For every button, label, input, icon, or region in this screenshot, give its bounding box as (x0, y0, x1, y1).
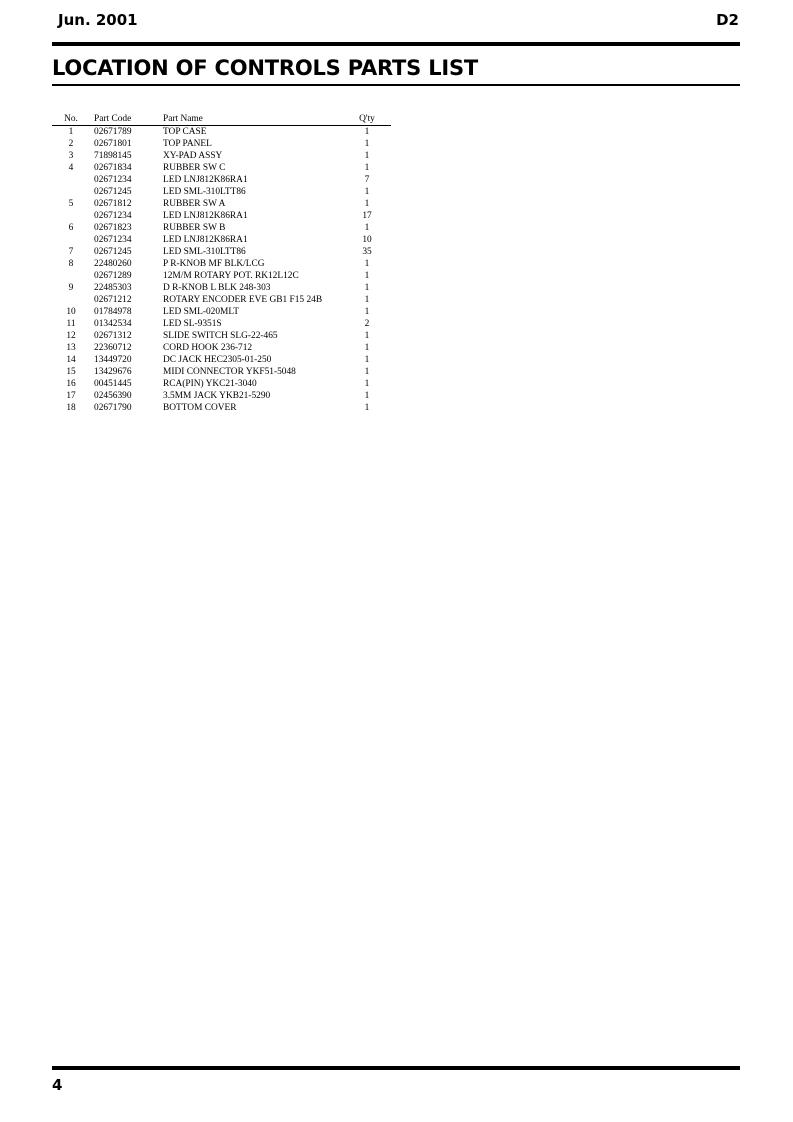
cell-qty: 1 (364, 295, 370, 305)
cell-qty: 1 (364, 127, 370, 137)
cell-no: 15 (66, 367, 76, 377)
cell-no: 10 (66, 307, 76, 317)
cell-part-name: SLIDE SWITCH SLG-22-465 (163, 331, 278, 341)
cell-part-name: DC JACK HEC2305-01-250 (163, 355, 272, 365)
cell-no: 5 (68, 199, 74, 209)
cell-part-code: 71898145 (94, 151, 132, 161)
cell-no: 13 (66, 343, 76, 353)
cell-qty: 1 (364, 331, 370, 341)
cell-part-name: CORD HOOK 236-712 (163, 343, 253, 353)
cell-no (52, 210, 94, 222)
cell-qty: 1 (364, 355, 370, 365)
cell-qty: 2 (364, 319, 370, 329)
table-row (52, 390, 391, 402)
cell-part-code: 13429676 (94, 367, 132, 377)
column-header-part-name: Part Name (163, 113, 343, 126)
cell-part-name: RUBBER SW B (163, 223, 226, 233)
cell-no: 18 (66, 403, 76, 413)
cell-part-code: 02671823 (94, 223, 132, 233)
table-row (52, 342, 391, 354)
column-header-qty: Q'ty (343, 113, 391, 126)
header-model: D2 (716, 11, 739, 29)
cell-qty: 1 (364, 403, 370, 413)
cell-qty: 1 (364, 271, 370, 281)
table-row (52, 186, 391, 198)
cell-qty: 1 (364, 367, 370, 377)
cell-qty: 1 (364, 163, 370, 173)
cell-no (52, 294, 94, 306)
header-divider (52, 42, 740, 46)
cell-part-code: 02671834 (94, 163, 132, 173)
cell-qty: 17 (362, 211, 372, 221)
table-row (52, 198, 391, 210)
column-header-part-code: Part Code (94, 113, 163, 126)
cell-no: 1 (68, 127, 74, 137)
cell-part-code: 22480260 (94, 259, 132, 269)
cell-part-name: XY-PAD ASSY (163, 151, 223, 161)
cell-qty: 35 (362, 247, 372, 257)
page-number: 4 (52, 1076, 63, 1094)
cell-part-name: TOP CASE (163, 127, 207, 137)
cell-part-name: LED LNJ812K86RA1 (163, 175, 248, 185)
cell-part-name: LED SL-9351S (163, 319, 222, 329)
cell-qty: 1 (364, 259, 370, 269)
cell-part-name: BOTTOM COVER (163, 403, 237, 413)
table-row (52, 354, 391, 366)
cell-no (52, 234, 94, 246)
cell-part-name: 12M/M ROTARY POT. RK12L12C (163, 271, 299, 281)
cell-part-code: 02671234 (94, 211, 132, 221)
cell-qty: 1 (364, 391, 370, 401)
cell-no: 11 (66, 319, 76, 329)
cell-no: 2 (68, 139, 74, 149)
cell-part-code: 02671789 (94, 127, 132, 137)
table-row (52, 210, 391, 222)
table-row (52, 222, 391, 234)
cell-no: 8 (68, 259, 74, 269)
table-row (52, 378, 391, 390)
table-row (52, 330, 391, 342)
cell-part-name: LED SML-020MLT (163, 307, 239, 317)
table-row (52, 306, 391, 318)
cell-part-name: LED LNJ812K86RA1 (163, 235, 248, 245)
cell-part-code: 02671245 (94, 187, 132, 197)
cell-part-code: 13449720 (94, 355, 132, 365)
cell-no (52, 270, 94, 282)
title-underline (52, 84, 740, 86)
cell-no: 4 (68, 163, 74, 173)
footer-divider (52, 1066, 740, 1070)
cell-part-code: 02456390 (94, 391, 132, 401)
cell-part-name: LED LNJ812K86RA1 (163, 211, 248, 221)
table-row (52, 138, 391, 150)
cell-part-name: ROTARY ENCODER EVE GB1 F15 24B (163, 295, 323, 305)
cell-qty: 10 (362, 235, 372, 245)
cell-qty: 1 (364, 283, 370, 293)
table-row (52, 366, 391, 378)
cell-no (52, 174, 94, 186)
cell-part-code: 02671234 (94, 175, 132, 185)
cell-part-code: 01784978 (94, 307, 132, 317)
table-row (52, 402, 391, 414)
table-row (52, 126, 391, 139)
cell-no: 12 (66, 331, 76, 341)
cell-part-code: 00451445 (94, 379, 132, 389)
table-row (52, 282, 391, 294)
cell-no (52, 186, 94, 198)
cell-qty: 1 (364, 139, 370, 149)
cell-part-code: 02671312 (94, 331, 132, 341)
cell-part-name: LED SML-310LTT86 (163, 247, 246, 257)
cell-no: 16 (66, 379, 76, 389)
cell-no: 6 (68, 223, 74, 233)
parts-table-body (52, 126, 391, 415)
table-row (52, 258, 391, 270)
cell-qty: 7 (364, 175, 370, 185)
cell-no: 14 (66, 355, 76, 365)
table-row (52, 270, 391, 282)
cell-part-code: 02671790 (94, 403, 132, 413)
cell-qty: 1 (364, 379, 370, 389)
cell-part-name: RUBBER SW A (163, 199, 226, 209)
cell-part-code: 02671289 (94, 271, 132, 281)
table-row (52, 234, 391, 246)
cell-part-name: D R-KNOB L BLK 248-303 (163, 283, 271, 293)
table-row (52, 174, 391, 186)
table-row (52, 162, 391, 174)
cell-part-name: RUBBER SW C (163, 163, 226, 173)
cell-part-code: 02671212 (94, 295, 132, 305)
cell-part-name: RCA(PIN) YKC21-3040 (163, 379, 257, 389)
cell-part-name: LED SML-310LTT86 (163, 187, 246, 197)
cell-qty: 1 (364, 223, 370, 233)
cell-no: 7 (68, 247, 74, 257)
cell-part-name: MIDI CONNECTOR YKF51-5048 (163, 367, 296, 377)
header-date: Jun. 2001 (58, 11, 138, 29)
cell-qty: 1 (364, 343, 370, 353)
cell-part-name: P R-KNOB MF BLK/LCG (163, 259, 265, 269)
page-title: LOCATION OF CONTROLS PARTS LIST (52, 56, 479, 80)
cell-qty: 1 (364, 199, 370, 209)
table-row (52, 318, 391, 330)
column-header-no: No. (52, 113, 94, 126)
cell-no: 3 (68, 151, 74, 161)
cell-part-code: 02671801 (94, 139, 132, 149)
cell-part-code: 02671245 (94, 247, 132, 257)
cell-part-code: 01342534 (94, 319, 132, 329)
cell-part-code: 22360712 (94, 343, 132, 353)
cell-qty: 1 (364, 307, 370, 317)
table-row (52, 294, 391, 306)
cell-part-name: TOP PANEL (163, 139, 212, 149)
cell-no: 17 (66, 391, 76, 401)
table-header-row (52, 113, 391, 126)
table-row (52, 246, 391, 258)
cell-part-code: 22485303 (94, 283, 132, 293)
cell-part-code: 02671234 (94, 235, 132, 245)
cell-part-code: 02671812 (94, 199, 132, 209)
parts-table (52, 113, 391, 414)
cell-qty: 1 (364, 187, 370, 197)
cell-part-name: 3.5MM JACK YKB21-5290 (163, 391, 271, 401)
cell-qty: 1 (364, 151, 370, 161)
table-row (52, 150, 391, 162)
cell-no: 9 (68, 283, 74, 293)
